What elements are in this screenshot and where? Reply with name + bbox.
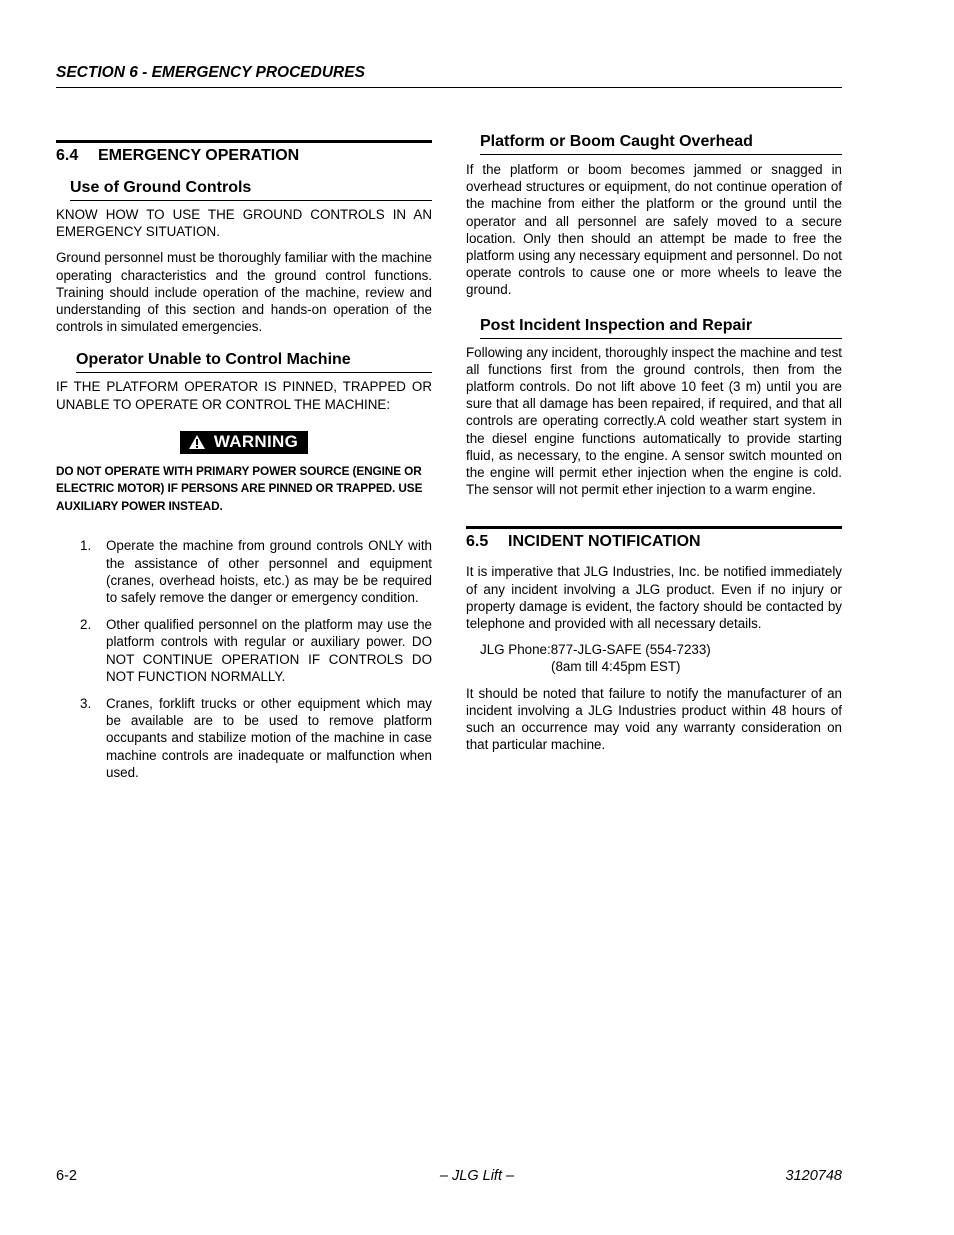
warning-badge [180,431,308,454]
list-item [56,695,432,781]
left-column [56,140,432,791]
list-item [56,616,432,685]
list-item-text: Cranes, forklift trucks or other equipment which may be available are to be used to remove platform occupants and stabilize motion of the machine in case machine controls are inadequate or malfunction when used. [106,695,432,780]
section-title: INCIDENT NOTIFICATION [508,533,701,551]
section-number: 6.4 [56,147,79,164]
ground-controls-paragraph: Ground personnel must be thoroughly familiar with the machine operating characteristics and the ground control functions. Training should include operation of the machine, review and understanding of this section and hands-on operation of the controls in simulated emergencies. [56,250,432,335]
warning-triangle-icon [188,434,206,450]
section-6-4-heading [56,140,432,165]
operator-unable-heading: Operator Unable to Control Machine [76,351,432,373]
overhead-paragraph: If the platform or boom becomes jammed or snagged in overhead structures or equipment, do not continue operation of the machine from either the platform or the ground until the operator and all personnel are safely moved to a secure location. Only then should an attempt be made to free the platform using any necessary equipment and personnel. Do not operate controls to cause one or more wheels to leave the ground. [466,162,842,298]
emergency-steps-list [56,537,432,781]
ground-controls-notice: KNOW HOW TO USE THE GROUND CONTROLS IN AN EMERGENCY SITUATION. [56,207,432,240]
operator-unable-notice: IF THE PLATFORM OPERATOR IS PINNED, TRAPPED OR UNABLE TO OPERATE OR CONTROL THE MACHINE: [56,379,432,412]
warning-text: DO NOT OPERATE WITH PRIMARY POWER SOURCE (ENGINE OR ELECTRIC MOTOR) IF PERSONS ARE PINNED OR TRAPPED. USE AUXILIARY POWER INSTEAD. [56,463,423,513]
list-item-number: 2. [80,617,92,633]
footer-page-number: 6-2 [56,1168,77,1184]
warning-box [56,431,432,455]
section-number: 6.5 [466,533,489,551]
overhead-heading: Platform or Boom Caught Overhead [480,133,842,155]
section-header-title: SECTION 6 - EMERGENCY PROCEDURES [56,64,365,81]
list-item-number: 3. [80,695,92,711]
footer-doc-number: 3120748 [785,1168,842,1184]
page-header [56,64,842,88]
list-item-text: Other qualified personnel on the platform may use the platform controls with regular or auxiliary power. DO NOT CONTINUE OPERATION IF CONTROLS DO NOT FUNCTION NORMALLY. [106,617,432,684]
footer-center-text: – JLG Lift – [439,1168,515,1184]
post-incident-paragraph: Following any incident, thoroughly inspect the machine and test all functions first from the ground controls, then from the platform controls. Do not lift above 10 feet (3 m) until you are sure that all damage has been repaired, if required, and that all controls are operating correctly.A cold weather start system in the diesel engine functions automatically to provide starting fluid, as necessary, to the engine. A sensor switch mounted on the engine will permit ether injection when the engine is cold. The sensor will not permit ether injection to a warm engine. [466,344,842,498]
warning-label: WARNING [213,431,299,451]
section-title: EMERGENCY OPERATION [98,147,300,164]
post-incident-heading: Post Incident Inspection and Repair [480,317,842,339]
right-column [466,133,842,762]
warranty-paragraph: It should be noted that failure to notify the manufacturer of an incident involving a JLG Industries product within 48 hours of such an occurrence may void any warranty consideration on that particular machine. [466,685,842,753]
list-item-text: Operate the machine from ground controls ONLY with the assistance of other personnel and equipment (cranes, overhead hoists, etc.) as may be be required to safely remove the danger or emergency condition. [106,538,432,605]
jlg-phone-line: JLG Phone:877-JLG-SAFE (554-7233) [480,642,711,658]
list-item [56,537,432,606]
section-6-5-heading [466,526,842,551]
notification-paragraph: It is imperative that JLG Industries, Inc. be notified immediately of any incident involving a JLG product. Even if no injury or property damage is evident, the factory should be contacted by telephone and provided with all necessary details. [466,564,842,632]
list-item-number: 1. [80,538,92,554]
jlg-phone-block [480,641,842,675]
ground-controls-heading: Use of Ground Controls [70,179,432,201]
jlg-phone-hours: (8am till 4:45pm EST) [551,659,681,675]
